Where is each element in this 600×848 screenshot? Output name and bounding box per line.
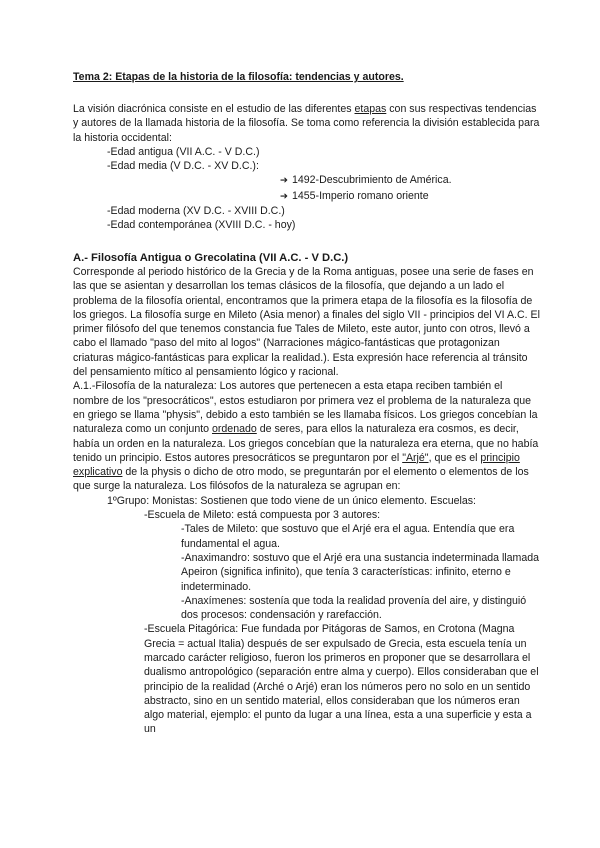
a1-underlined-ordenado: ordenado [212, 423, 257, 436]
a1-text-4: de la physis o dicho de otro modo, se preguntarán por el elemento o elementos de los que surge la naturaleza. Los filósofos de la naturaleza se agrupan en: [73, 466, 529, 493]
arrow-right-icon: ➔ [280, 190, 288, 202]
arrow-item-1 [73, 173, 540, 188]
a1-text-1: A.1.-Filosofía de la naturaleza: Los autores que pertenecen a esta etapa reciben también el nombre de los "presocráticos", estos estudiaron por primera vez el problema de la naturaleza que en griego se llama "physis", debido a esto también se les llamaba físicos. Los griegos concebían la naturaleza como un conjunto [73, 380, 538, 436]
intro-underlined-word: etapas [354, 103, 387, 115]
document-title: Tema 2: Etapas de la historia de la filosofía: tendencias y autores. [73, 71, 404, 83]
a1-text-3: , que es el [428, 451, 481, 464]
arrow-item-2-text: 1455-Imperio romano oriente [291, 189, 429, 202]
a1-paragraph [73, 379, 540, 493]
section-a-heading: A.- Filosofía Antigua o Grecolatina (VII A.C. - V D.C.) [73, 251, 349, 264]
a1-underlined-principio: principio explicativo [73, 451, 520, 479]
anaximandro-item: -Anaximandro: sostuvo que el Arjé era una sustancia indeterminada llamada Apeiron (significa infinito), que tenía 3 características: infinito, eterno e indeterminado. [181, 551, 540, 593]
grupo1-label: 1ºGrupo: Monistas: Sostienen que todo viene de un único elemento. Escuelas: [107, 494, 476, 507]
a1-underlined-arje: "Arjé" [402, 451, 429, 464]
intro-text-1: La visión diacrónica consiste en el estudio de las diferentes [73, 103, 355, 115]
arrow-item-2 [73, 189, 540, 204]
period-contemporanea: -Edad contemporánea (XVIII D.C. - hoy) [107, 219, 296, 232]
intro-text-2: con sus respectivas tendencias y autores de la llamada historia de la filosofía. Se toma como referencia la división establecida para la historia occidental: [73, 103, 540, 144]
period-moderna: -Edad moderna (XV D.C. - XVIII D.C.) [107, 205, 285, 218]
period-antigua: -Edad antigua (VII A.C. - V D.C.) [107, 145, 260, 158]
anaximenes-item: -Anaxímenes: sostenía que toda la realidad provenía del aire, y distinguió dos procesos: condensación y rarefacción. [181, 594, 527, 622]
arrow-item-1-text: 1492-Descubrimiento de América. [291, 174, 452, 187]
period-media: -Edad media (V D.C. - XV D.C.): [107, 160, 259, 173]
a1-text-2: de seres, para ellos la naturaleza era cosmos, es decir, había un orden en la naturaleza. Los griegos concebían que la naturaleza era eterna, que no había tenido un principio. Estos autores presocráticos se preguntaron por el [73, 423, 539, 464]
escuela-mileto: -Escuela de Mileto: está compuesta por 3 autores: [144, 509, 381, 522]
section-a-paragraph: Corresponde al periodo histórico de la Grecia y de la Roma antiguas, posee una serie de fases en las que se asientan y desarrollan los temas clásicos de la filosofía, que dejando a un lado el problema de la filosofía oriental, encontramos que la primera etapa de la filosofía es la filosofía de los griegos. La filosofía surge en Mileto (Asia menor) a finales del siglo VII - principios del VI A.C. El primer filósofo del que tenemos constancia fue Tales de Mileto, este autor, junto con otros, llevó a cabo el llamado "paso del mito al logos" (Narraciones mágico-fantásticas que protagonizan criaturas mágico-fantásticas para explicar la realidad.). Esta expresión hace referencia al tránsito del pensamiento mítico al pensamiento lógico y racional. [73, 265, 540, 379]
arrow-right-icon: ➔ [280, 175, 288, 187]
tales-item: -Tales de Mileto: que sostuvo que el Arjé era el agua. Entendía que era fundamental el agua. [181, 523, 515, 550]
escuela-pitagorica: -Escuela Pitagórica: Fue fundada por Pitágoras de Samos, en Crotona (Magna Grecia = actual Italia) después de ser expulsado de Grecia, esta escuela tenía un marcado carácter religioso, fueron los primeros en proponer que se desarrollara el dualismo antropológico (separación entre alma y cuerpo). Ellos consideraban que el principio de la realidad (Arché o Arjé) eran los números pero no solo en un sentido abstracto, sino en un sentido material, ellos consideraban que los números eran algo material, ejemplo: el punto da lugar a una línea, esta a una superficie y esta a un [144, 623, 539, 736]
intro-paragraph [73, 102, 540, 145]
